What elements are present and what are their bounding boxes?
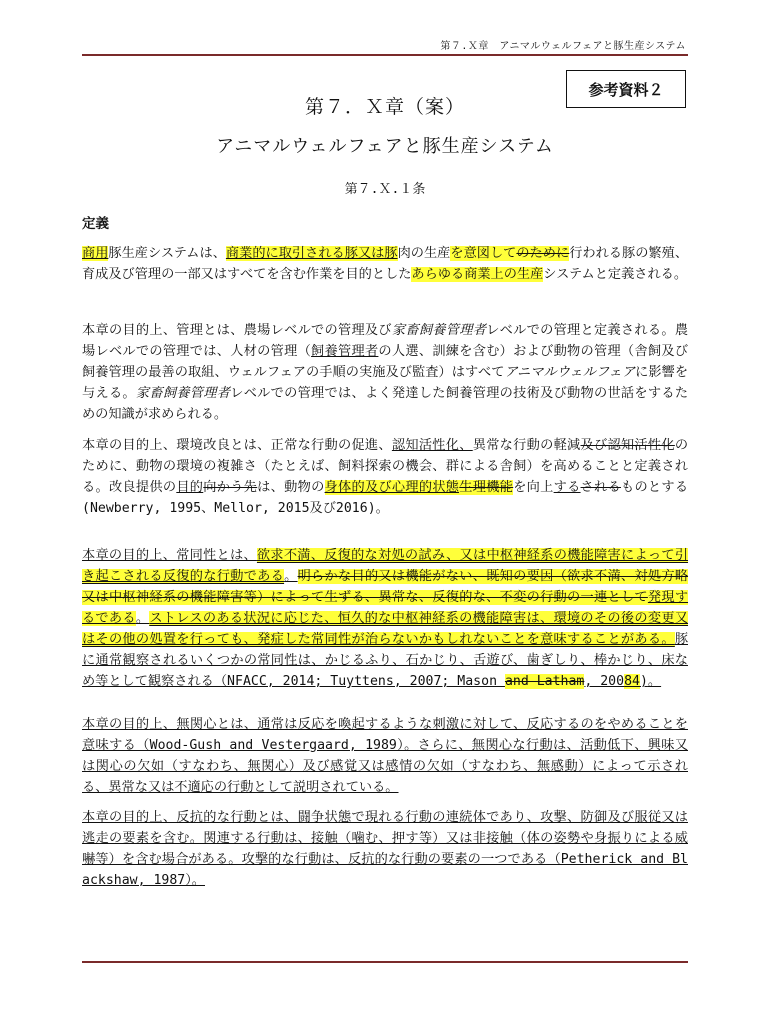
article-number: 第７.Ｘ.１条 <box>344 182 426 197</box>
text-span: 向かう先 <box>203 480 258 495</box>
text-span: される <box>580 480 621 495</box>
text-span: 豚生産システムは、 <box>108 246 226 261</box>
text-span: 商業的に取引される豚又は豚 <box>225 246 398 261</box>
text-span: 商用 <box>82 246 109 261</box>
text-span: 本章の目的上、反抗的な行動とは、闘争状態で現れる行動の連続体であり、攻撃、防御及び服従又は逃走の要素を含む。関連する行動は、接触（噛む、押す等）又は非接触（体の姿勢や身振りによる威嚇等）を含む場合がある。攻撃的な行動は、反抗的な行動の要素の一つである（Petherick and Blackshaw, 1987）。 <box>82 810 688 888</box>
text-span: ストレスのある状況に応じた、恒久的な中枢神経系の機能障害は、環境のその後の変更又はその他の処置を行っても、発症した常同性が治らないかもしれないことを意味することがある。 <box>82 611 689 647</box>
text-span: レベルでの管理では、よく発達した飼養管理の技術及び動物の世話をするための知識が求められる。 <box>82 386 689 422</box>
text-span: の人選、訓練を含む）および動物の管理（舎飼及び飼養管理の最善の取組、ウェルフェアの手順の実施及び監査）はすべて <box>82 344 689 380</box>
text-span: 本章の目的上、環境改良とは、正常な行動の促進、 <box>82 438 392 453</box>
text-span: 84 <box>624 674 640 689</box>
text-span: 。 <box>284 569 298 584</box>
header-rule <box>82 54 688 56</box>
text-span: 行われる豚の繁殖、育成及び管理の一部又はすべてを含む作業を目的とした <box>82 246 689 282</box>
text-span: 目的 <box>176 480 204 495</box>
text-span: 発現するである <box>82 590 689 626</box>
text-span: 本章の目的上、無関心とは、通常は反応を喚起するような刺激に対して、反応するのをやめることを意味する（Wood-Gush and Vestergaard, 1989）。さらに、無関心な行動は、活動低下、興味又は関心の欠如（すなわち、無関心）及び感覚又は感情の欠如（すなわち、無感動）によって示される、異常な又は不適応の行動として説明されている。 <box>82 717 688 795</box>
text-span: を向上 <box>513 480 554 495</box>
text-span: のために、動物の環境の複雑さ（たとえば、飼料探索の機会、群による舎飼）を高めることと定義される。改良提供の <box>82 438 689 495</box>
text-span: 肉の生産 <box>397 246 451 261</box>
text-span: 。 <box>647 674 662 689</box>
text-span: 本章の目的上、管理とは、農場レベルでの管理及び <box>82 323 392 338</box>
text-span: ものとする(Newberry, 1995、Mellor, 2015及び2016)。 <box>82 480 689 516</box>
text-span: を意図して <box>450 246 517 261</box>
text-span: , 200 <box>584 674 625 689</box>
paragraph-enrichment-definition <box>82 435 688 519</box>
text-span: は、動物の <box>257 480 325 495</box>
text-span: ) <box>639 674 648 689</box>
text-span: 家畜飼養管理者 <box>135 386 231 401</box>
text-span: 本章の目的上、常同性とは、 <box>82 548 257 563</box>
text-span: のために <box>516 246 570 261</box>
text-span: 異常な行動の軽減 <box>472 438 581 453</box>
text-span: and Latham <box>504 674 585 689</box>
paragraph-commercial-definition <box>82 243 688 285</box>
paragraph-stereotypy-definition <box>82 545 688 692</box>
text-span: 生理機能 <box>459 480 514 495</box>
paragraph-agonistic-definition <box>82 807 688 891</box>
chapter-title: 第７．Ｘ章（案） <box>304 96 465 118</box>
text-span: あらゆる商業上の生産 <box>411 267 544 282</box>
text-span: アニマルウェルフェア <box>504 365 636 380</box>
footer-rule <box>82 961 688 963</box>
text-span: する <box>553 480 581 495</box>
text-span: システムと定義される。 <box>543 267 688 282</box>
chapter-subtitle: アニマルウェルフェアと豚生産システム <box>216 136 554 157</box>
text-span: レベルでの管理と定義される。農場レベルでの管理では、人材の管理（ <box>82 323 689 359</box>
text-span: 家畜飼養管理者 <box>391 323 487 338</box>
running-header: 第７.Ｘ章 アニマルウェルフェアと豚生産システム <box>440 41 686 52</box>
section-heading: 定義 <box>82 216 109 232</box>
text-span: に影響を与える。 <box>82 365 689 401</box>
paragraph-apathy-definition <box>82 714 688 798</box>
text-span: 豚に通常観察されるいくつかの常同性は、かじるふり、石かじり、舌遊び、歯ぎしり、棒かじり、床なめ等として観察される（NFACC, 2014; Tuyttens, 2007; Mason <box>82 632 688 689</box>
text-span: 飼養管理者 <box>311 344 379 359</box>
text-span: 身体的及び心理的状態 <box>324 480 460 495</box>
text-span: 明らかな目的又は機能がない、既知の要因（欲求不満、対処方略又は中枢神経系の機能障害等）によって生ずる、異常な、反復的な、不変の行動の一連として <box>82 569 689 605</box>
text-span: 。 <box>135 611 150 626</box>
reference-label: 参考資料２ <box>588 80 664 99</box>
paragraph-management-definition <box>82 320 688 425</box>
text-span: 及び認知活性化 <box>580 438 675 453</box>
text-span: 欲求不満、反復的な対処の試み、又は中枢神経系の機能障害によって引き起こされる反復的な行動である <box>82 548 689 584</box>
text-span: 認知活性化、 <box>391 438 473 453</box>
